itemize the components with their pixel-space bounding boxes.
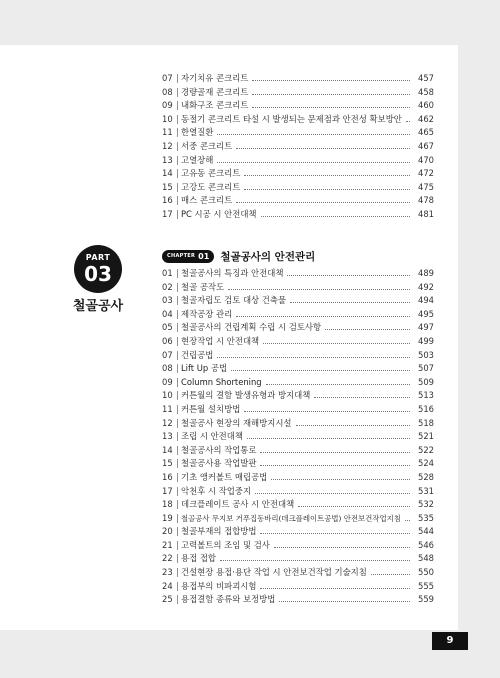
toc-entry-title: 철골공사 현장의 재해방지시설: [181, 417, 292, 428]
toc-entry[interactable]: [162, 99, 434, 113]
toc-dot-leader: [217, 134, 410, 135]
toc-dot-leader: [290, 302, 410, 303]
toc-entry-page: 460: [418, 100, 434, 111]
toc-entry-number: 08: [162, 86, 173, 97]
toc-separator: |: [176, 417, 179, 428]
toc-dot-leader: [296, 425, 410, 426]
toc-dot-leader: [260, 533, 410, 534]
toc-entry-title: 조립 시 안전대책: [181, 431, 243, 442]
toc-separator: |: [176, 499, 179, 510]
toc-dot-leader: [252, 107, 410, 108]
toc-separator: |: [176, 458, 179, 469]
toc-dot-leader: [220, 560, 410, 561]
toc-entry-page: 509: [418, 376, 434, 387]
toc-entry-number: 09: [162, 376, 173, 387]
toc-dot-leader: [263, 343, 410, 344]
toc-separator: |: [176, 485, 179, 496]
toc-entry-page: 528: [418, 471, 434, 482]
toc-entry-title: 서중 콘크리트: [181, 140, 233, 151]
toc-entry-number: 14: [162, 168, 173, 179]
toc-dot-leader: [371, 574, 410, 575]
toc-entry-number: 25: [162, 594, 173, 605]
toc-dot-leader: [261, 216, 410, 217]
toc-entry[interactable]: [162, 457, 434, 471]
toc-entry[interactable]: [162, 512, 434, 526]
toc-separator: |: [176, 100, 179, 111]
toc-dot-leader: [228, 289, 410, 290]
toc-entry-number: 02: [162, 281, 173, 292]
toc-dot-leader: [260, 465, 410, 466]
toc-dot-leader: [298, 506, 410, 507]
toc-entry-number: 11: [162, 403, 173, 414]
toc-dot-leader: [255, 493, 410, 494]
toc-dot-leader: [406, 121, 410, 122]
toc-entry-title: 철골공사의 특징과 안전대책: [181, 268, 284, 278]
toc-dot-leader: [236, 148, 410, 149]
toc-separator: |: [176, 567, 179, 578]
toc-entry-title: 동절기 콘크리트 타설 시 발생되는 문제점과 안전성 확보방안: [181, 113, 402, 124]
toc-entry-page: 507: [418, 363, 434, 374]
toc-entry-title: 고강도 콘크리트: [181, 181, 241, 192]
toc-entry-number: 10: [162, 113, 173, 124]
toc-dot-leader: [252, 94, 410, 95]
toc-entry[interactable]: [162, 417, 434, 431]
toc-entry-number: 23: [162, 567, 173, 578]
toc-separator: |: [176, 471, 179, 482]
toc-separator: |: [176, 444, 179, 455]
toc-entry[interactable]: [162, 208, 434, 222]
toc-entry-title: 매스 콘크리트: [181, 195, 233, 206]
toc-entry-page: 532: [418, 499, 434, 510]
toc-separator: |: [176, 154, 179, 165]
toc-entry-page: 494: [418, 295, 434, 306]
toc-separator: |: [176, 181, 179, 192]
toc-entry-page: 513: [418, 390, 434, 401]
chapter-number: 01: [198, 251, 210, 261]
toc-separator: |: [176, 86, 179, 97]
toc-entry-page: 522: [418, 444, 434, 455]
toc-separator: |: [176, 403, 179, 414]
toc-dot-leader: [217, 357, 410, 358]
toc-entry[interactable]: [162, 167, 434, 181]
toc-entry-title: 커튼월 설치방법: [181, 403, 241, 414]
toc-entry-number: 08: [162, 363, 173, 374]
toc-dot-leader: [236, 316, 410, 317]
toc-entry-number: 21: [162, 539, 173, 550]
toc-dot-leader: [244, 411, 410, 412]
toc-dot-leader: [260, 452, 410, 453]
toc-entry[interactable]: [162, 403, 434, 417]
toc-entry[interactable]: [162, 308, 434, 322]
toc-entry-title: 철골 공작도: [181, 281, 225, 292]
toc-entry-title: 고력볼트의 조임 및 검사: [181, 539, 270, 550]
toc-entry[interactable]: [162, 181, 434, 195]
toc-entry-title: 고열장해: [181, 154, 214, 165]
toc-entry-number: 12: [162, 417, 173, 428]
toc-entry-page: 535: [418, 512, 434, 523]
page-number: 9: [432, 632, 468, 650]
toc-entry-title: 건설현장 용접·용단 작업 시 안전보건작업 기술지침: [181, 567, 367, 578]
toc-separator: |: [176, 268, 179, 278]
toc-entry-title: 제작공장 관리: [181, 308, 233, 319]
toc-dot-leader: [244, 175, 410, 176]
toc-entry-page: 550: [418, 567, 434, 578]
toc-entry-page: 495: [418, 308, 434, 319]
toc-entry[interactable]: [162, 126, 434, 140]
toc-entry-page: 462: [418, 113, 434, 124]
toc-entry-number: 05: [162, 322, 173, 333]
toc-entry-number: 07: [162, 73, 173, 83]
toc-entry-number: 15: [162, 458, 173, 469]
toc-entry-number: 06: [162, 335, 173, 346]
toc-entry[interactable]: [162, 281, 434, 295]
toc-dot-leader: [405, 520, 410, 521]
toc-dot-leader: [325, 329, 410, 330]
toc-entry-page: 457: [418, 73, 434, 83]
toc-entry[interactable]: [162, 154, 434, 168]
toc-entry[interactable]: [162, 113, 434, 127]
toc-entry-page: 518: [418, 417, 434, 428]
toc-entry-title: 철골공사 무지보 거푸집동바리(데크플레이트공법) 안전보건작업지침: [181, 513, 401, 523]
toc-separator: |: [176, 512, 179, 523]
toc-separator: |: [176, 431, 179, 442]
toc-entry[interactable]: [162, 194, 434, 208]
toc-dot-leader: [274, 547, 410, 548]
toc-entry-title: 현장작업 시 안전대책: [181, 335, 260, 346]
part-title: 철골공사: [72, 299, 124, 314]
toc-separator: |: [176, 553, 179, 564]
toc-dot-leader: [244, 189, 410, 190]
toc-entry[interactable]: [162, 498, 434, 512]
toc-entry-title: 경량골재 콘크리트: [181, 86, 249, 97]
toc-entry-title: 용접 접합: [181, 553, 217, 564]
toc-entry-page: 521: [418, 431, 434, 442]
toc-entry-number: 19: [162, 512, 173, 523]
toc-separator: |: [176, 539, 179, 550]
toc-separator: |: [176, 308, 179, 319]
toc-separator: |: [176, 127, 179, 138]
toc-dot-leader: [252, 80, 410, 81]
toc-entry-number: 07: [162, 349, 173, 360]
toc-entry[interactable]: [162, 362, 434, 376]
toc-entry-title: 데크플레이트 공사 시 안전대책: [181, 499, 295, 510]
toc-entry-page: 503: [418, 349, 434, 360]
toc-separator: |: [176, 376, 179, 387]
toc-entry-title: 건립공법: [181, 349, 214, 360]
toc-entry-title: 철골부재의 접합방법: [181, 526, 257, 537]
toc-entry-page: 497: [418, 322, 434, 333]
toc-previous-chapter: [162, 72, 434, 222]
chapter-heading: [162, 248, 315, 264]
toc-entry-page: 458: [418, 86, 434, 97]
toc-dot-leader: [236, 202, 410, 203]
toc-dot-leader: [266, 384, 410, 385]
toc-entry-title: 철골공사의 작업통로: [181, 444, 257, 455]
toc-entry[interactable]: [162, 140, 434, 154]
toc-entry-title: 한열질환: [181, 127, 214, 138]
toc-entry-page: 481: [418, 208, 434, 219]
toc-entry-page: 499: [418, 335, 434, 346]
toc-separator: |: [176, 113, 179, 124]
toc-entry-number: 09: [162, 100, 173, 111]
toc-entry[interactable]: [162, 335, 434, 349]
toc-entry-number: 11: [162, 127, 173, 138]
part-number: 03: [84, 262, 112, 286]
toc-entry[interactable]: [162, 485, 434, 499]
toc-entry-number: 01: [162, 268, 173, 278]
toc-separator: |: [176, 580, 179, 591]
toc-entry-number: 16: [162, 471, 173, 482]
toc-entry-page: 546: [418, 539, 434, 550]
toc-entry[interactable]: [162, 321, 434, 335]
toc-entry[interactable]: [162, 267, 434, 281]
toc-separator: |: [176, 335, 179, 346]
toc-entry-page: 524: [418, 458, 434, 469]
toc-separator: |: [176, 349, 179, 360]
toc-entry-number: 24: [162, 580, 173, 591]
toc-entry-title: PC 시공 시 안전대책: [181, 208, 257, 219]
toc-entry-page: 470: [418, 154, 434, 165]
toc-entry-page: 478: [418, 195, 434, 206]
toc-separator: |: [176, 363, 179, 374]
toc-entry-number: 16: [162, 195, 173, 206]
toc-entry-title: 커튼월의 결함 발생유형과 방지대책: [181, 390, 311, 401]
toc-entry[interactable]: [162, 593, 434, 607]
toc-entry[interactable]: [162, 444, 434, 458]
part-badge: [74, 245, 122, 293]
toc-entry-title: 고유동 콘크리트: [181, 168, 241, 179]
toc-entry[interactable]: [162, 86, 434, 100]
toc-entry[interactable]: [162, 580, 434, 594]
toc-chapter-entries: [162, 267, 434, 607]
toc-entry-page: 516: [418, 403, 434, 414]
toc-separator: |: [176, 195, 179, 206]
toc-separator: |: [176, 594, 179, 605]
toc-separator: |: [176, 73, 179, 83]
toc-entry-number: 18: [162, 499, 173, 510]
toc-entry-number: 17: [162, 208, 173, 219]
toc-separator: |: [176, 208, 179, 219]
toc-entry[interactable]: [162, 294, 434, 308]
toc-dot-leader: [271, 479, 410, 480]
toc-entry-number: 17: [162, 485, 173, 496]
toc-entry[interactable]: [162, 525, 434, 539]
toc-separator: |: [176, 140, 179, 151]
toc-entry-number: 15: [162, 181, 173, 192]
toc-entry-page: 467: [418, 140, 434, 151]
chapter-title: 철골공사의 안전관리: [220, 250, 316, 263]
toc-entry-number: 20: [162, 526, 173, 537]
toc-separator: |: [176, 322, 179, 333]
toc-entry[interactable]: [162, 349, 434, 363]
toc-entry-number: 14: [162, 444, 173, 455]
toc-entry-title: 철골공사용 작업발판: [181, 458, 257, 469]
toc-entry-page: 548: [418, 553, 434, 564]
toc-entry[interactable]: [162, 430, 434, 444]
toc-entry-title: Lift Up 공법: [181, 363, 228, 374]
toc-entry[interactable]: [162, 566, 434, 580]
toc-entry-title: 용접결함 종류와 보정방법: [181, 594, 276, 605]
chapter-word: CHAPTER: [167, 253, 196, 259]
toc-entry-number: 04: [162, 308, 173, 319]
toc-entry-number: 03: [162, 295, 173, 306]
chapter-badge: [162, 250, 214, 263]
toc-entry[interactable]: [162, 539, 434, 553]
toc-entry[interactable]: [162, 376, 434, 390]
toc-entry-number: 10: [162, 390, 173, 401]
toc-entry-title: 용접부의 비파괴시험: [181, 580, 257, 591]
toc-entry-page: 492: [418, 281, 434, 292]
toc-entry[interactable]: [162, 72, 434, 86]
toc-dot-leader: [260, 588, 410, 589]
toc-dot-leader: [231, 370, 410, 371]
toc-entry-title: 내화구조 콘크리트: [181, 100, 249, 111]
toc-entry-title: 철골공사의 건립계획 수립 시 검토사항: [181, 322, 322, 333]
toc-entry-page: 489: [418, 268, 434, 278]
toc-entry-title: 자기치유 콘크리트: [181, 73, 249, 83]
toc-dot-leader: [217, 162, 410, 163]
toc-entry-page: 465: [418, 127, 434, 138]
toc-entry-title: 악천후 시 작업중지: [181, 485, 252, 496]
toc-entry-title: Column Shortening: [181, 376, 262, 387]
toc-entry[interactable]: [162, 389, 434, 403]
toc-separator: |: [176, 390, 179, 401]
toc-separator: |: [176, 168, 179, 179]
toc-entry-page: 555: [418, 580, 434, 591]
toc-entry-title: 철골자립도 검토 대상 건축물: [181, 295, 287, 306]
toc-separator: |: [176, 281, 179, 292]
toc-entry[interactable]: [162, 552, 434, 566]
toc-entry-number: 12: [162, 140, 173, 151]
toc-dot-leader: [279, 601, 410, 602]
toc-separator: |: [176, 526, 179, 537]
toc-entry-page: 472: [418, 168, 434, 179]
toc-entry-page: 559: [418, 594, 434, 605]
toc-entry-number: 13: [162, 154, 173, 165]
toc-entry-title: 기초 앵커볼트 매립공법: [181, 471, 268, 482]
toc-dot-leader: [314, 397, 410, 398]
toc-entry-number: 13: [162, 431, 173, 442]
toc-dot-leader: [247, 438, 410, 439]
part-label: PART: [85, 253, 111, 262]
toc-entry-page: 531: [418, 485, 434, 496]
toc-separator: |: [176, 295, 179, 306]
toc-entry-page: 475: [418, 181, 434, 192]
toc-entry-number: 22: [162, 553, 173, 564]
toc-entry-page: 544: [418, 526, 434, 537]
toc-entry[interactable]: [162, 471, 434, 485]
toc-dot-leader: [287, 275, 410, 276]
